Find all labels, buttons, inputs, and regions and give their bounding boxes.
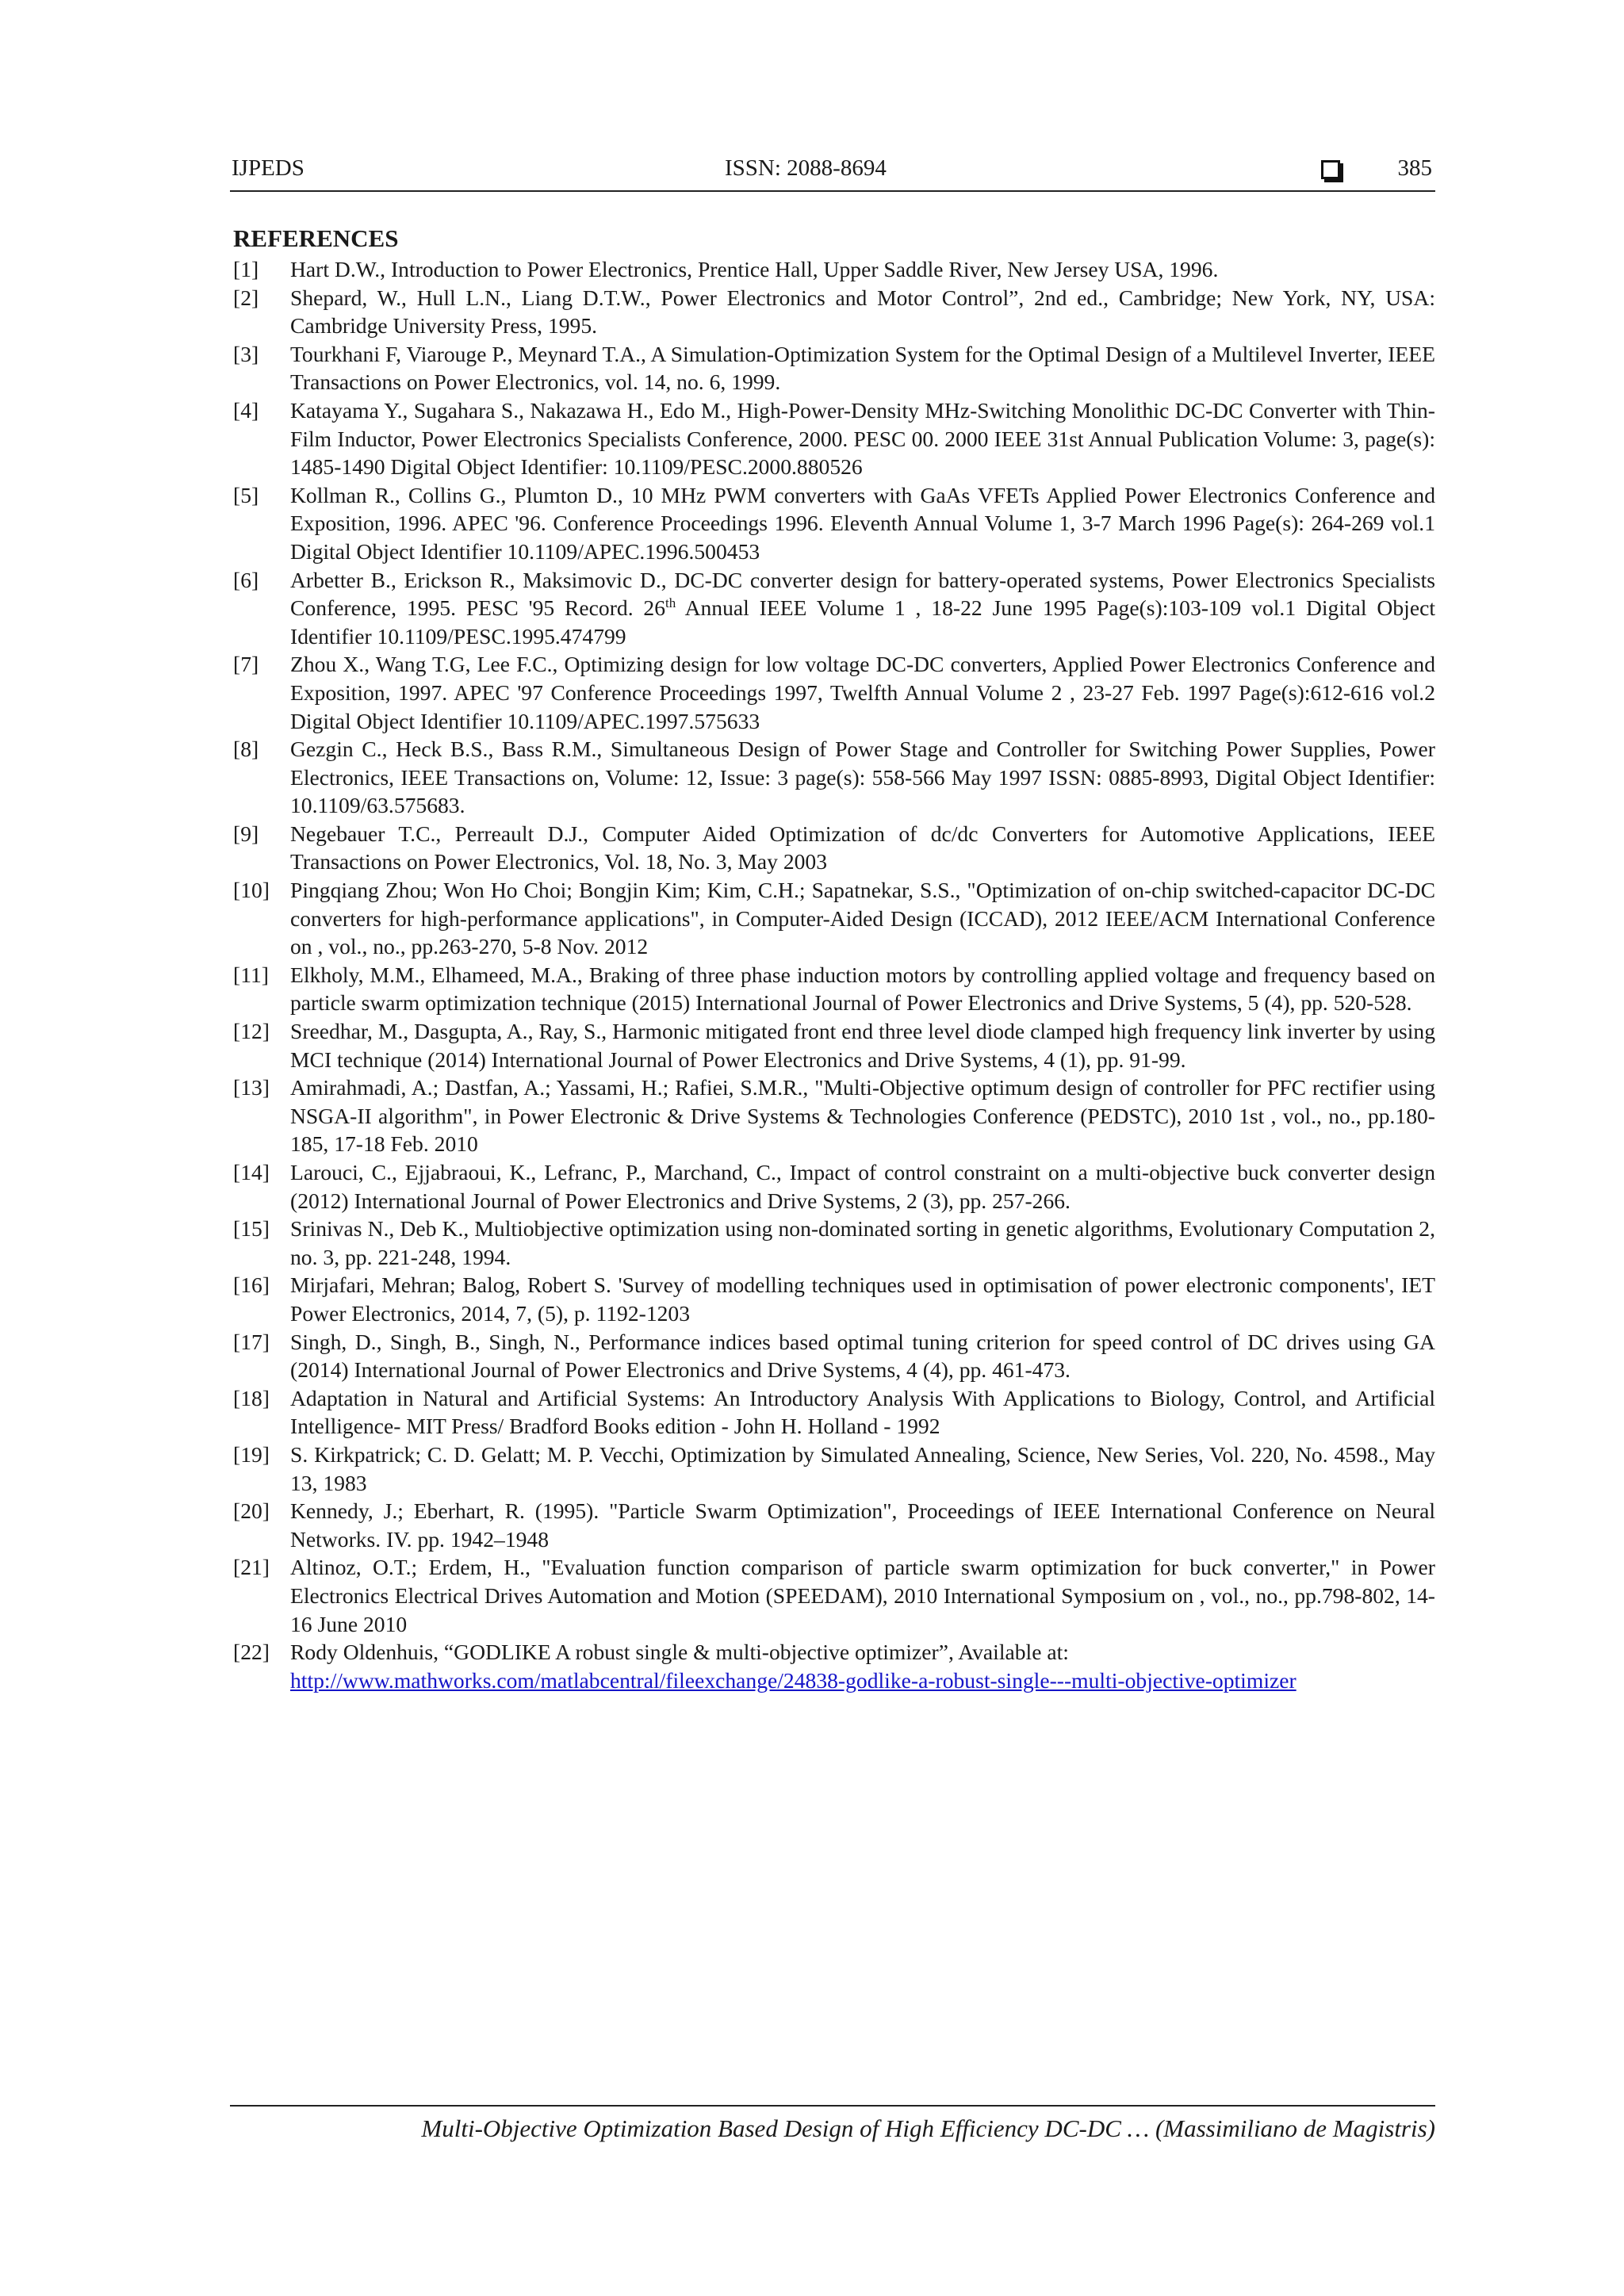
reference-number: [15] — [233, 1216, 270, 1242]
reference-item-11 — [233, 961, 1435, 1017]
reference-item-3 — [233, 340, 1435, 396]
reference-text: Pingqiang Zhou; Won Ho Choi; Bongjin Kim; Kim, C.H.; Sapatnekar, S.S., "Optimization of on-chip switched-capacitor DC-DC converters for high-performance applications", in Computer-Aided Design (ICCAD), 2012 IEEE/ACM International Conference on , vol., no., pp.263-270, 5-8 Nov. 2012 — [290, 878, 1435, 959]
reference-number: [16] — [233, 1272, 270, 1298]
journal-name: IJPEDS — [232, 155, 304, 181]
reference-item-2 — [233, 284, 1435, 340]
reference-url-link[interactable]: http://www.mathworks.com/matlabcentral/fileexchange/24838-godlike-a-robust-single---multi-objective-optimizer — [290, 1667, 1297, 1693]
reference-text: Sreedhar, M., Dasgupta, A., Ray, S., Harmonic mitigated front end three level diode clamped high frequency link inverter by using MCI technique (2014) International Journal of Power Electronics and Drive Systems, 4 (1), pp. 91-99. — [290, 1019, 1435, 1072]
reference-number: [6] — [233, 567, 259, 592]
page-header — [230, 155, 1435, 192]
reference-number: [14] — [233, 1160, 270, 1184]
reference-item-5 — [233, 481, 1435, 566]
reference-text: Srinivas N., Deb K., Multiobjective optimization using non-dominated sorting in genetic algorithms, Evolutionary Computation 2, no. 3, pp. 221-248, 1994. — [290, 1216, 1435, 1269]
reference-text-part: Arbetter B., Erickson R., Maksimovic D., DC-DC converter design for battery-operated systems, Power Electronics Specialists Conference, 1995. PESC '95 Record. 26 — [290, 567, 1435, 621]
reference-text: Rody Oldenhuis, “GODLIKE A robust single & multi-objective optimizer”, Available at: — [290, 1640, 1069, 1665]
reference-item-10 — [233, 876, 1435, 961]
reference-number: [11] — [233, 962, 269, 987]
reference-item-6 — [233, 566, 1435, 651]
reference-item-17 — [233, 1328, 1435, 1384]
reference-item-20 — [233, 1497, 1435, 1553]
reference-text: Gezgin C., Heck B.S., Bass R.M., Simultaneous Design of Power Stage and Controller for Switching Power Supplies, Power Electronics, IEEE Transactions on, Volume: 12, Issue: 3 page(s): 558-566 May 1997 ISSN: 0885-8993, Digital Object Identifier: 10.1109/63.575683. — [290, 737, 1435, 818]
page-footer — [230, 2105, 1435, 2143]
reference-text: Negebauer T.C., Perreault D.J., Computer Aided Optimization of dc/dc Converters for Automotive Applications, IEEE Transactions on Power Electronics, Vol. 18, No. 3, May 2003 — [290, 821, 1435, 874]
reference-item-21 — [233, 1553, 1435, 1638]
reference-text — [290, 568, 1435, 649]
page-number: 385 — [1397, 155, 1432, 181]
reference-text: Kennedy, J.; Eberhart, R. (1995). "Particle Swarm Optimization", Proceedings of IEEE International Conference on Neural Networks. IV. pp. 1942–1948 — [290, 1498, 1435, 1552]
reference-text: Mirjafari, Mehran; Balog, Robert S. 'Survey of modelling techniques used in optimisation of power electronic components', IET Power Electronics, 2014, 7, (5), p. 1192-1203 — [290, 1272, 1435, 1326]
reference-number: [17] — [233, 1329, 270, 1354]
reference-text: Katayama Y., Sugahara S., Nakazawa H., Edo M., High-Power-Density MHz-Switching Monolithic DC-DC Converter with Thin-Film Inductor, Power Electronics Specialists Conference, 2000. PESC 00. 2000 IEEE 31st Annual Publication Volume: 3, page(s): 1485-1490 Digital Object Identifier: 10.1109/PESC.2000.880526 — [290, 397, 1435, 480]
reference-text: Elkholy, M.M., Elhameed, M.A., Braking of three phase induction motors by controlling applied voltage and frequency based on particle swarm optimization technique (2015) International Journal of Power Electronics and Drive Systems, 5 (4), pp. 520-528. — [290, 962, 1435, 1016]
reference-number: [3] — [233, 341, 259, 366]
reference-number: [22] — [233, 1640, 270, 1665]
reference-text: Shepard, W., Hull L.N., Liang D.T.W., Power Electronics and Motor Control”, 2nd ed., Cambridge; New York, NY, USA: Cambridge University Press, 1995. — [290, 285, 1435, 339]
reference-item-15 — [233, 1215, 1435, 1271]
reference-number: [7] — [233, 652, 259, 677]
issn-label: ISSN: 2088-8694 — [725, 155, 887, 181]
reference-text: Tourkhani F, Viarouge P., Meynard T.A., A Simulation-Optimization System for the Optimal Design of a Multilevel Inverter, IEEE Transactions on Power Electronics, vol. 14, no. 6, 1999. — [290, 341, 1435, 395]
running-title: Multi-Objective Optimization Based Design of High Efficiency DC-DC … (Massimiliano de Magistris) — [421, 2114, 1435, 2142]
reference-number: [18] — [233, 1385, 270, 1410]
reference-item-18 — [233, 1384, 1435, 1441]
reference-number: [9] — [233, 821, 259, 846]
reference-number: [4] — [233, 397, 259, 423]
ordinal-superscript: th — [665, 595, 676, 611]
reference-list — [233, 255, 1435, 1694]
reference-number: [5] — [233, 482, 259, 507]
reference-item-14 — [233, 1158, 1435, 1215]
reference-text: Altinoz, O.T.; Erdem, H., "Evaluation function comparison of particle swarm optimization for buck converter," in Power Electronics Electrical Drives Automation and Motion (SPEEDAM), 2010 International Symposium on , vol., no., pp.798-802, 14-16 June 2010 — [290, 1555, 1435, 1636]
reference-text: Singh, D., Singh, B., Singh, N., Performance indices based optimal tuning criterion for speed control of DC drives using GA (2014) International Journal of Power Electronics and Drive Systems, 4 (4), pp. 461-473. — [290, 1329, 1435, 1383]
reference-text: Zhou X., Wang T.G, Lee F.C., Optimizing design for low voltage DC-DC converters, Applied Power Electronics Conference and Exposition, 1997. APEC '97 Conference Proceedings 1997, Twelfth Annual Volume 2 , 23-27 Feb. 1997 Page(s):612-616 vol.2 Digital Object Identifier 10.1109/APEC.1997.575633 — [290, 652, 1435, 733]
reference-item-22 — [233, 1638, 1435, 1694]
references-section — [233, 224, 1435, 1694]
reference-item-9 — [233, 820, 1435, 876]
reference-item-13 — [233, 1073, 1435, 1158]
reference-text: S. Kirkpatrick; C. D. Gelatt; M. P. Vecchi, Optimization by Simulated Annealing, Science, New Series, Vol. 220, No. 4598., May 13, 1983 — [290, 1441, 1435, 1495]
reference-number: [1] — [233, 257, 259, 281]
reference-text: Amirahmadi, A.; Dastfan, A.; Yassami, H.; Rafiei, S.M.R., "Multi-Objective optimum design of controller for PFC rectifier using NSGA-II algorithm", in Power Electronic & Drive Systems & Technologies Conference (PEDSTC), 2010 1st , vol., no., pp.180-185, 17-18 Feb. 2010 — [290, 1075, 1435, 1157]
reference-item-1 — [233, 255, 1435, 284]
reference-text: Larouci, C., Ejjabraoui, K., Lefranc, P., Marchand, C., Impact of control constraint on a multi-objective buck converter design (2012) International Journal of Power Electronics and Drive Systems, 2 (3), pp. 257-266. — [290, 1160, 1435, 1213]
reference-text-part: Annual IEEE Volume 1 , 18-22 June 1995 Page(s):103-109 vol.1 Digital Object Identifier 10.1109/PESC.1995.474799 — [290, 595, 1435, 649]
reference-number: [12] — [233, 1019, 270, 1044]
reference-number: [2] — [233, 285, 259, 310]
reference-item-7 — [233, 650, 1435, 735]
checkbox-square-icon — [1321, 160, 1340, 179]
reference-text: Hart D.W., Introduction to Power Electronics, Prentice Hall, Upper Saddle River, New Jersey USA, 1996. — [290, 257, 1219, 281]
reference-item-8 — [233, 735, 1435, 820]
reference-number: [20] — [233, 1498, 270, 1524]
references-heading: REFERENCES — [233, 224, 399, 252]
reference-number: [8] — [233, 737, 259, 762]
reference-item-19 — [233, 1441, 1435, 1497]
reference-number: [21] — [233, 1555, 270, 1580]
reference-item-4 — [233, 396, 1435, 481]
reference-number: [10] — [233, 878, 270, 903]
reference-text: Adaptation in Natural and Artificial Systems: An Introductory Analysis With Applications to Biology, Control, and Artificial Intelligence- MIT Press/ Bradford Books edition - John H. Holland - 1992 — [290, 1385, 1435, 1439]
reference-item-12 — [233, 1017, 1435, 1073]
reference-text: Kollman R., Collins G., Plumton D., 10 MHz PWM converters with GaAs VFETs Applied Power Electronics Conference and Exposition, 1996. APEC '96. Conference Proceedings 1996. Eleventh Annual Volume 1, 3-7 March 1996 Page(s): 264-269 vol.1 Digital Object Identifier 10.1109/APEC.1996.500453 — [290, 482, 1435, 564]
reference-item-16 — [233, 1271, 1435, 1327]
reference-number: [19] — [233, 1441, 270, 1467]
reference-number: [13] — [233, 1075, 270, 1100]
